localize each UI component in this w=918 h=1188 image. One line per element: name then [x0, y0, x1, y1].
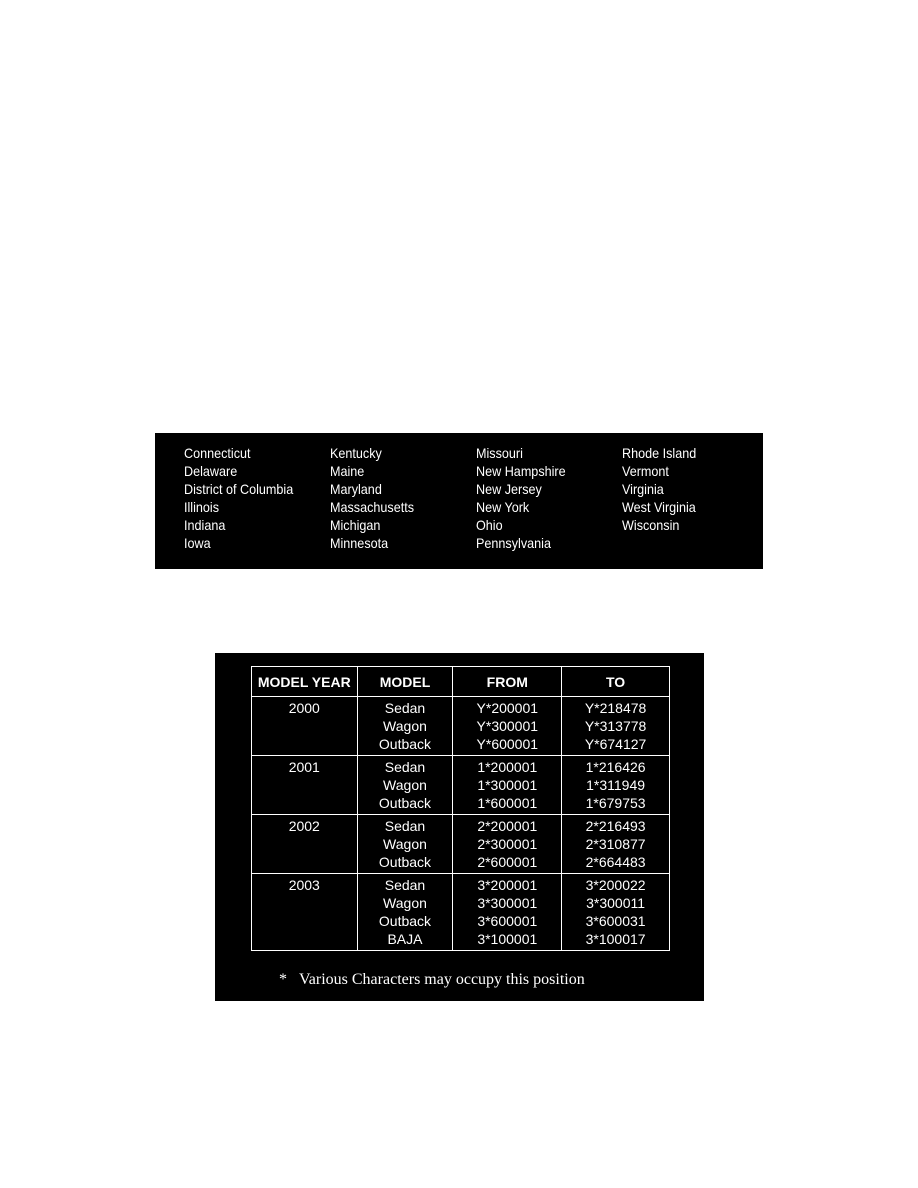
- table-header-row: [252, 667, 670, 697]
- model-name: Wagon: [383, 718, 427, 734]
- vin-to: 3*100017: [585, 931, 646, 947]
- model-name: Sedan: [384, 759, 426, 775]
- model-name: Sedan: [384, 818, 426, 834]
- to-cell: [562, 697, 670, 756]
- model-year: 2003: [288, 877, 320, 893]
- model-year-cell: [252, 874, 358, 951]
- state-name: Kentucky: [330, 445, 382, 461]
- vin-to: 2*310877: [585, 836, 646, 852]
- state-name: New Jersey: [476, 481, 542, 497]
- table-row: [252, 815, 670, 874]
- model-year-cell: [252, 815, 358, 874]
- vin-to: 1*311949: [586, 777, 646, 793]
- model-cell: [357, 815, 453, 874]
- state-name: Massachusetts: [330, 499, 415, 515]
- model-name: Wagon: [383, 895, 427, 911]
- vin-range-panel: [215, 653, 704, 1001]
- model-name: Sedan: [384, 700, 426, 716]
- state-name: New Hampshire: [476, 463, 566, 479]
- table-row: [252, 697, 670, 756]
- state-name: Iowa: [184, 535, 211, 551]
- state-name: Maryland: [330, 481, 382, 497]
- model-year-cell: [252, 697, 358, 756]
- model-name: Sedan: [384, 877, 426, 893]
- state-name: District of Columbia: [184, 481, 294, 497]
- states-list-panel: [155, 433, 763, 569]
- vin-from: 3*600001: [477, 913, 538, 929]
- table-row: [252, 756, 670, 815]
- vin-from: 3*200001: [477, 877, 538, 893]
- vin-to: Y*313778: [584, 718, 647, 734]
- vin-to: 2*664483: [585, 854, 646, 870]
- vin-from: 2*600001: [477, 854, 538, 870]
- state-name: Virginia: [622, 481, 664, 497]
- states-column-2: [330, 444, 414, 552]
- footnote-text: Various Characters may occupy this position: [299, 971, 585, 988]
- vin-to: 3*200022: [585, 877, 646, 893]
- vin-to: 3*300011: [586, 895, 646, 911]
- from-cell: [453, 815, 562, 874]
- vin-to: 1*216426: [585, 759, 646, 775]
- to-cell: [562, 874, 670, 951]
- model-name: Outback: [378, 913, 432, 929]
- to-cell: [562, 756, 670, 815]
- to-cell: [562, 815, 670, 874]
- vin-range-table: [251, 666, 670, 951]
- states-column-4: [622, 444, 696, 534]
- vin-from: 3*100001: [477, 931, 538, 947]
- model-cell: [357, 697, 453, 756]
- state-name: New York: [476, 499, 530, 515]
- vin-from: 1*200001: [477, 759, 538, 775]
- model-name: Outback: [378, 854, 432, 870]
- model-name: Wagon: [383, 836, 427, 852]
- state-name: Vermont: [622, 463, 669, 479]
- state-name: Maine: [330, 463, 365, 479]
- from-cell: [453, 756, 562, 815]
- from-cell: [453, 697, 562, 756]
- model-cell: [357, 874, 453, 951]
- vin-from: Y*300001: [476, 718, 539, 734]
- model-cell: [357, 756, 453, 815]
- vin-to: 3*600031: [585, 913, 646, 929]
- vin-from: 2*200001: [477, 818, 538, 834]
- footnote: [279, 971, 585, 989]
- model-year: 2000: [288, 700, 320, 716]
- vin-to: 2*216493: [585, 818, 646, 834]
- state-name: Pennsylvania: [476, 535, 551, 551]
- vin-from: 3*300001: [477, 895, 538, 911]
- state-name: Rhode Island: [622, 445, 697, 461]
- state-name: Michigan: [330, 517, 381, 533]
- vin-from: 2*300001: [477, 836, 538, 852]
- vin-from: 1*600001: [477, 795, 538, 811]
- model-year: 2002: [288, 818, 320, 834]
- header-model-year: MODEL YEAR: [252, 667, 358, 697]
- vin-from: Y*600001: [476, 736, 539, 752]
- state-name: Connecticut: [184, 445, 251, 461]
- states-column-1: [184, 444, 293, 552]
- vin-to: Y*218478: [584, 700, 647, 716]
- vin-to: 1*679753: [585, 795, 646, 811]
- model-name: Outback: [378, 736, 432, 752]
- state-name: Wisconsin: [622, 517, 680, 533]
- state-name: Missouri: [476, 445, 523, 461]
- vin-from: 1*300001: [477, 777, 538, 793]
- state-name: Indiana: [184, 517, 226, 533]
- header-to: TO: [562, 667, 670, 697]
- state-name: Minnesota: [330, 535, 389, 551]
- state-name: Delaware: [184, 463, 238, 479]
- model-name: BAJA: [387, 931, 423, 947]
- header-model: MODEL: [357, 667, 453, 697]
- vin-to: Y*674127: [584, 736, 647, 752]
- footnote-asterisk: *: [279, 971, 287, 988]
- model-year: 2001: [288, 759, 320, 775]
- state-name: Illinois: [184, 499, 220, 515]
- header-from: FROM: [453, 667, 562, 697]
- model-name: Outback: [378, 795, 432, 811]
- state-name: West Virginia: [622, 499, 696, 515]
- state-name: Ohio: [476, 517, 503, 533]
- model-name: Wagon: [383, 777, 427, 793]
- from-cell: [453, 874, 562, 951]
- model-year-cell: [252, 756, 358, 815]
- vin-from: Y*200001: [476, 700, 539, 716]
- states-column-3: [476, 444, 566, 552]
- table-row: [252, 874, 670, 951]
